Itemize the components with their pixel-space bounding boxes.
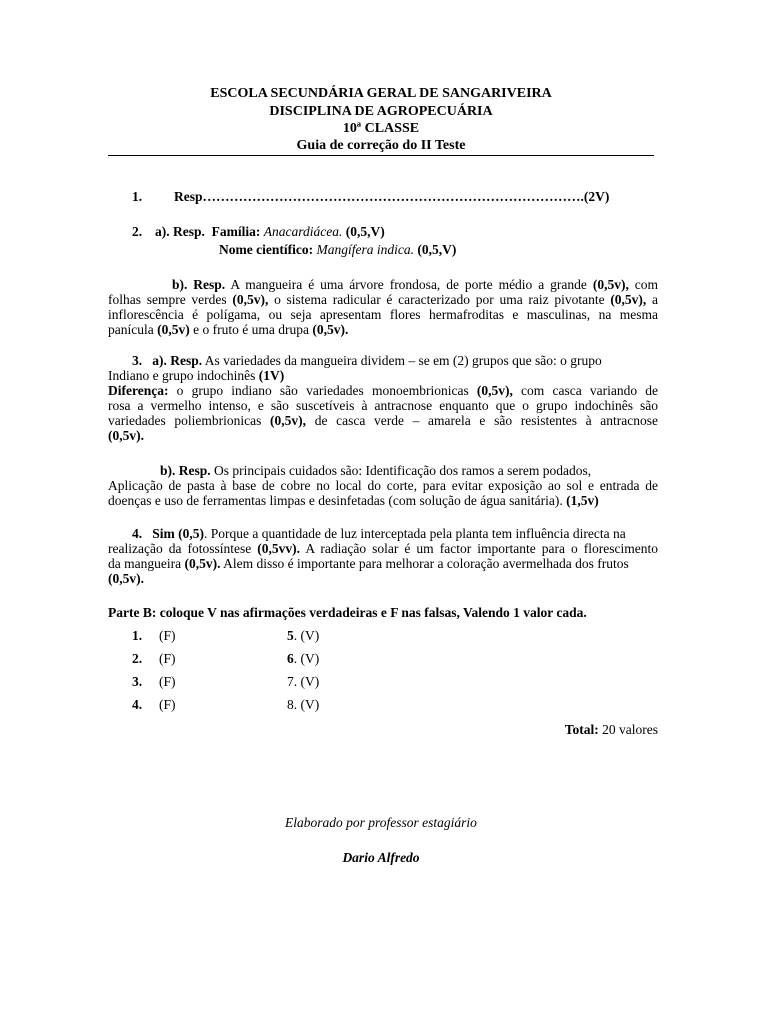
total-line — [565, 722, 658, 737]
q4-label: Sim (0,5) — [152, 526, 204, 541]
q3b-paragraph: b). Resp. Os principais cuidados são: Identificação dos ramos a serem podados, Aplicação de pasta à base de cobre no local do corte, para evitar exposição ao sol e entrada de doenças e uso de ferramentas limpas e desinfetadas (com solução de água sanitária). (1,5v) — [108, 463, 658, 508]
q2a-familia-line — [155, 224, 385, 239]
q2b-label: b). Resp. — [172, 277, 226, 292]
tf-2-answer: (F) — [159, 651, 176, 666]
tf-6: 6. (V) — [287, 651, 320, 666]
q3a-diferenca-label: Diferença: — [108, 383, 169, 398]
tf-5: 5. (V) — [287, 628, 320, 643]
q4-paragraph: 4. Sim (0,5). Porque a quantidade de luz interceptada pela planta tem influência directa na realização da fotossíntese (0,5vv). A radiação solar é um factor importante para o florescimento da mangueira (0,5v). Alem disso é importante para melhorar a coloração avermelhada dos frutos (0,5v). — [108, 526, 659, 586]
q3a-label: a). Resp. — [152, 353, 203, 368]
discipline-name: DISCIPLINA DE AGROPECUÁRIA — [269, 104, 493, 119]
q2b-paragraph: b). Resp. A mangueira é uma árvore frondosa, de porte médio a grande (0,5v), com folhas sempre verdes (0,5v), o sistema radicular é caracterizado por uma raiz pivotante (0,5v), a inflorescência é polígama, ou seja apresentam flores hermafroditas e masculinas, na mesma panícula (0,5v) e o fruto é uma drupa (0,5v). — [108, 277, 659, 337]
q2a-familia-value: Anacardiácea. — [263, 224, 343, 239]
q1-label: Resp — [174, 189, 203, 204]
tf-7: 7. (V) — [287, 674, 320, 689]
q2a-label: a). Resp. — [155, 224, 205, 239]
tf-3-answer: (F) — [159, 674, 176, 689]
total-label: Total: — [564, 722, 599, 737]
tf-4-number: 4. — [132, 697, 143, 712]
q3a-paragraph: 3. a). Resp. As variedades da mangueira dividem – se em (2) grupos que são: o grupo Indiano e grupo indochinês (1V) Diferença: o grupo indiano são variedades monoembrionicas (0,5v), com casca variando de rosa a vermelho intenso, e são suscetíveis à antracnose enquanto que o grupo indochinês são variedades poliembrionicas (0,5v), de casca verde – amarela e são resistentes à antracnose (0,5v). — [108, 353, 659, 443]
elaborated-by: Elaborado por professor estagiário — [285, 815, 477, 830]
q2a-nome-line — [219, 242, 456, 257]
tf-2-number: 2. — [132, 651, 143, 666]
school-name: ESCOLA SECUNDÁRIA GERAL DE SANGARIVEIRA — [210, 86, 552, 101]
header-divider — [108, 155, 654, 156]
q1-score: .(2V) — [580, 189, 610, 204]
total-value: 20 valores — [602, 722, 658, 737]
q2-number: 2. — [132, 224, 143, 239]
q3b-label: b). Resp. — [160, 463, 211, 478]
tf-1-answer: (F) — [159, 628, 176, 643]
tf-1-number: 1. — [132, 628, 143, 643]
q1-number: 1. — [132, 189, 143, 204]
q1-dots: ………………………………………………………………………… — [202, 189, 581, 204]
class-name: 10ª CLASSE — [342, 121, 420, 136]
q2a-nome-label: Nome científico: — [219, 242, 314, 257]
q2a-familia-score: (0,5,V) — [345, 224, 385, 239]
parte-b-title: Parte B: coloque V nas afirmações verdadeiras e F nas falsas, Valendo 1 valor cada. — [108, 605, 587, 620]
tf-3-number: 3. — [132, 674, 143, 689]
tf-4-answer: (F) — [159, 697, 176, 712]
q2a-nome-value: Mangífera indica. — [316, 242, 414, 257]
author-name: Dario Alfredo — [342, 850, 420, 865]
q1-answer-line — [174, 189, 648, 204]
q3-number: 3. — [132, 353, 143, 368]
q2a-familia-label: Família: — [211, 224, 261, 239]
tf-8: 8. (V) — [287, 697, 320, 712]
document-subtitle: Guia de correção do II Teste — [296, 138, 466, 153]
q4-number: 4. — [132, 526, 143, 541]
q2a-nome-score: (0,5,V) — [417, 242, 457, 257]
